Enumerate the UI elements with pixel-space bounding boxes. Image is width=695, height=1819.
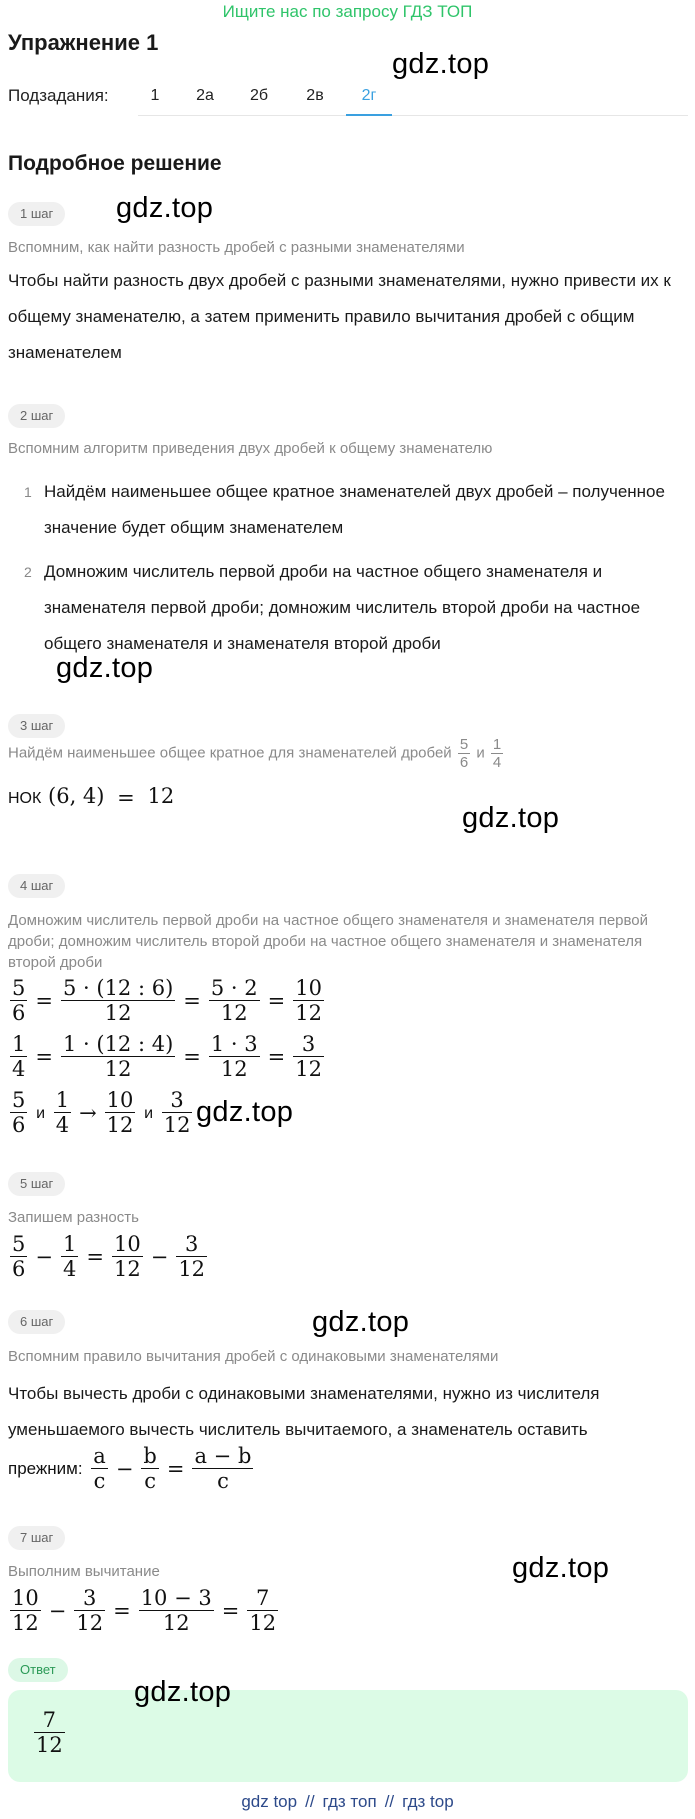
- step-badge: 7 шаг: [8, 1526, 65, 1550]
- fraction: $\frac{5}{6}$: [12, 1232, 26, 1282]
- equation-row: $\frac{5}{6}$ и $\frac{1}{4}$ → $\frac{10}{12}$ и $\frac{3}{12}$: [12, 1088, 191, 1138]
- fraction: $\frac{a}{c}$: [93, 1444, 106, 1494]
- step-hint: Выполним вычитание: [8, 1563, 160, 1580]
- watermark: gdz.top: [462, 802, 560, 834]
- watermark: gdz.top: [56, 652, 154, 684]
- lcm-formula: НОК (6, 4) = 12: [8, 784, 175, 810]
- fraction: $\frac{7}{12}$: [249, 1586, 277, 1636]
- fraction: $\frac{5}{6}$: [459, 736, 469, 772]
- equation-row: $\frac{1}{4}$ = $\frac{1 \cdot (12 : 4)}{12}$ = $\frac{1 \cdot 3}{12}$ = $\frac{3}{12}$: [12, 1032, 322, 1082]
- fraction: $\frac{10}{12}$: [12, 1586, 39, 1636]
- tab-2a[interactable]: 2а: [196, 87, 214, 104]
- fraction: $\frac{1}{4}$: [492, 736, 502, 772]
- footer-link[interactable]: gdz top: [241, 1792, 298, 1811]
- equation-row: $\frac{5}{6}$ − $\frac{1}{4}$ = $\frac{10}{12}$ − $\frac{3}{12}$: [12, 1232, 206, 1282]
- footer-link[interactable]: гдз top: [402, 1792, 454, 1811]
- tab-2g[interactable]: 2г: [346, 76, 392, 116]
- footer-links: [0, 1792, 695, 1812]
- fraction: $\frac{5 \cdot (12 : 6)}{12}$: [62, 976, 174, 1026]
- watermark: gdz.top: [134, 1676, 232, 1708]
- watermark: gdz.top: [196, 1096, 294, 1128]
- fraction: $\frac{5 \cdot 2}{12}$: [210, 976, 258, 1026]
- fraction: $\frac{b}{c}$: [143, 1444, 157, 1494]
- promo-banner[interactable]: Ищите нас по запросу ГДЗ ТОП: [222, 2, 473, 21]
- equation-row: $\frac{10}{12}$ − $\frac{3}{12}$ = $\frac{10 - 3}{12}$ = $\frac{7}{12}$: [12, 1586, 277, 1636]
- list-text: Найдём наименьшее общее кратное знаменателей двух дробей – полученное значение будет общим знаменателем: [44, 482, 665, 537]
- fraction: $\frac{a - b}{c}$: [194, 1444, 252, 1494]
- rule-formula: прежним: $\frac{a}{c}$ − $\frac{b}{c}$ = $\frac{a - b}{c}$: [8, 1444, 252, 1494]
- step-hint: Вспомним алгоритм приведения двух дробей к общему знаменателю: [8, 440, 493, 457]
- tab-2v[interactable]: 2в: [306, 87, 324, 104]
- fraction: $\frac{10 - 3}{12}$: [140, 1586, 212, 1636]
- fraction: $\frac{10}{12}$: [106, 1088, 134, 1138]
- fraction: $\frac{1}{4}$: [62, 1232, 77, 1282]
- fraction: $\frac{3}{12}$: [76, 1586, 104, 1636]
- step-hint: Домножим числитель первой дроби на частное общего знаменателя и знаменателя первой дроби; домножим числитель второй дроби на частное общего знаменателя и знаменателя второй дроби: [8, 912, 649, 971]
- watermark: gdz.top: [312, 1306, 410, 1338]
- step-text: Чтобы найти разность двух дробей с разными знаменателями, нужно привести их к общему знаменателю, а затем применить правило вычитания дробей с общим знаменателем: [8, 271, 671, 362]
- subtasks-label: Подзадания:: [8, 86, 109, 105]
- fraction: $\frac{5}{6}$: [12, 1088, 26, 1138]
- watermark: gdz.top: [116, 192, 214, 224]
- fraction: $\frac{7}{12}$: [36, 1708, 63, 1758]
- list-number: 2: [24, 564, 32, 580]
- step-hint-with-fractions: [8, 736, 683, 772]
- answer-value: [32, 1708, 67, 1757]
- fraction: $\frac{5}{6}$: [12, 976, 26, 1026]
- step-hint: Вспомним, как найти разность дробей с разными знаменателями: [8, 239, 465, 256]
- step-badge: 3 шаг: [8, 714, 65, 738]
- fraction: $\frac{1 \cdot (12 : 4)}{12}$: [62, 1032, 174, 1082]
- fraction: $\frac{1 \cdot 3}{12}$: [210, 1032, 258, 1082]
- fraction: $\frac{3}{12}$: [295, 1032, 322, 1082]
- tab-1[interactable]: 1: [150, 87, 160, 104]
- step-badge: 6 шаг: [8, 1310, 65, 1334]
- footer-link[interactable]: гдз топ: [322, 1792, 377, 1811]
- fraction: $\frac{1}{4}$: [55, 1088, 70, 1138]
- fraction: $\frac{10}{12}$: [295, 976, 322, 1026]
- list-item: [24, 554, 674, 662]
- answer-box: [8, 1690, 688, 1782]
- step-badge: 5 шаг: [8, 1172, 65, 1196]
- step-hint: Запишем разность: [8, 1209, 139, 1226]
- step-hint: Вспомним правило вычитания дробей с одинаковыми знаменателями: [8, 1348, 499, 1365]
- fraction: $\frac{3}{12}$: [178, 1232, 206, 1282]
- equation-row: $\frac{5}{6}$ = $\frac{5 \cdot (12 : 6)}{12}$ = $\frac{5 \cdot 2}{12}$ = $\frac{10}{12}$: [12, 976, 322, 1026]
- conjunction: и: [476, 744, 485, 762]
- list-text: Домножим числитель первой дроби на частное общего знаменателя и знаменателя первой дроби; домножим числитель второй дроби на частное общего знаменателя и знаменателя второй дроби: [44, 562, 641, 653]
- tab-2b[interactable]: 2б: [249, 87, 269, 104]
- footer-separator: //: [384, 1792, 395, 1811]
- page-title: Упражнение 1: [8, 30, 159, 55]
- step-badge: 1 шаг: [8, 202, 65, 226]
- solution-heading: Подробное решение: [8, 152, 222, 175]
- step-text-end: прежним:: [8, 1459, 83, 1479]
- watermark: gdz.top: [392, 48, 490, 80]
- watermark: gdz.top: [512, 1552, 610, 1584]
- fraction: $\frac{3}{12}$: [163, 1088, 191, 1138]
- step-text: Чтобы вычесть дроби с одинаковыми знаменателями, нужно из числителя уменьшаемого вычесть числитель вычитаемого, а знаменатель оставить: [8, 1384, 600, 1439]
- fraction: $\frac{1}{4}$: [12, 1032, 26, 1082]
- list-item: [24, 474, 674, 546]
- list-number: 1: [24, 484, 32, 500]
- answer-badge: Ответ: [8, 1658, 68, 1682]
- step-badge: 4 шаг: [8, 874, 65, 898]
- step-badge: 2 шаг: [8, 404, 65, 428]
- fraction: $\frac{10}{12}$: [113, 1232, 141, 1282]
- footer-separator: //: [305, 1792, 315, 1811]
- subtasks-bar: [8, 76, 688, 116]
- lcm-label: НОК: [8, 790, 42, 807]
- step-hint: Найдём наименьшее общее кратное для знаменателей дробей: [8, 744, 452, 762]
